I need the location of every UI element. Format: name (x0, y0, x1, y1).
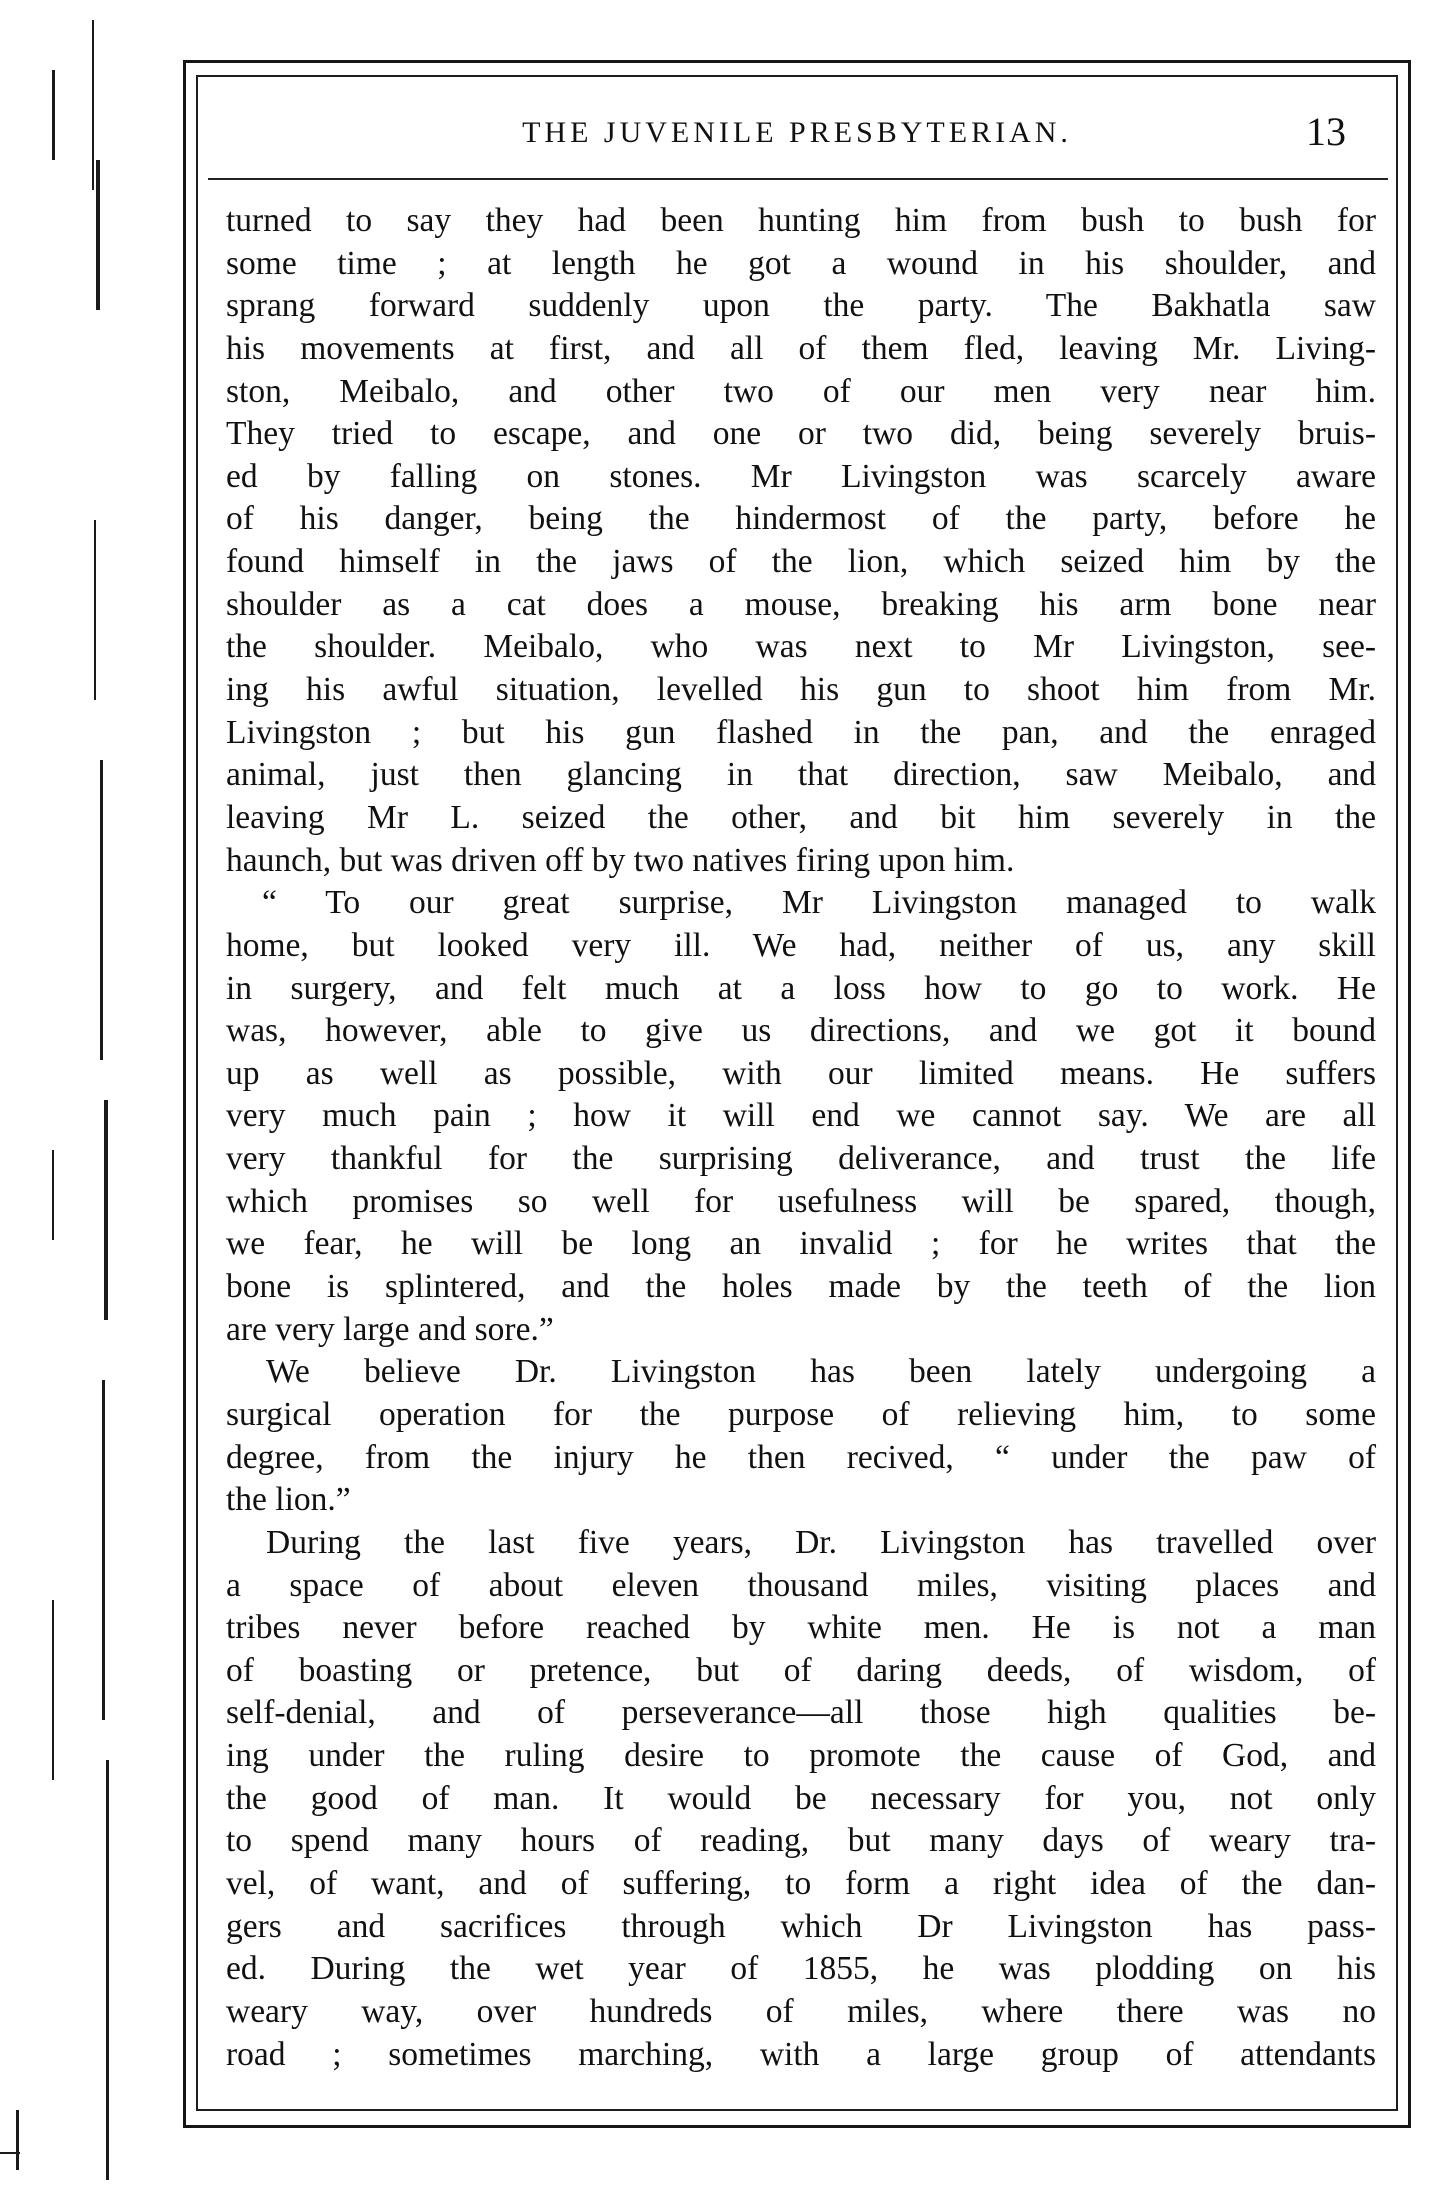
text-line: leaving Mr L. seized the other, and bit him severely in the (226, 798, 1376, 836)
text-line: ing his awful situation, levelled his gun to shoot him from Mr. (226, 671, 1376, 709)
text-line: weary way, over hundreds of miles, where there was no (226, 1992, 1376, 2030)
text-line: tribes never before reached by white men. He is not a man (226, 1609, 1376, 1647)
text-line: the good of man. It would be necessary for you, not only (226, 1779, 1376, 1817)
text-line: sprang forward suddenly upon the party. The Bakhatla saw (226, 287, 1376, 325)
text-line: ed. During the wet year of 1855, he was plodding on his (226, 1950, 1376, 1988)
text-line: self-denial, and of perseverance—all those high qualities be- (226, 1694, 1376, 1732)
margin-mark (92, 20, 94, 190)
body-text (226, 200, 1376, 2076)
head-rule (208, 178, 1388, 180)
text-line: which promises so well for usefulness will be spared, though, (226, 1182, 1376, 1220)
margin-mark (52, 70, 55, 160)
text-line: gers and sacrifices through which Dr Livingston has pass- (226, 1907, 1376, 1945)
text-line: of boasting or pretence, but of daring deeds, of wisdom, of (226, 1651, 1376, 1689)
text-line: degree, from the injury he then recived, “ under the paw of (226, 1438, 1376, 1476)
text-line: up as well as possible, with our limited means. He suffers (226, 1054, 1376, 1092)
text-line: surgical operation for the purpose of relieving him, to some (226, 1395, 1376, 1433)
margin-mark (106, 1760, 109, 2180)
text-line: very thankful for the surprising deliverance, and trust the life (226, 1140, 1376, 1178)
text-line: ing under the ruling desire to promote the cause of God, and (226, 1737, 1376, 1775)
page-number: 13 (1306, 109, 1346, 154)
margin-mark (52, 1150, 54, 1240)
text-line: turned to say they had been hunting him from bush to bush for (226, 202, 1376, 239)
text-line: shoulder as a cat does a mouse, breaking his arm bone near (226, 585, 1376, 623)
margin-mark (102, 1380, 105, 1720)
text-line: in surgery, and felt much at a loss how to go to work. He (226, 969, 1376, 1007)
text-line: animal, just then glancing in that direction, saw Meibalo, and (226, 756, 1376, 794)
text-line: ed by falling on stones. Mr Livingston was scarcely aware (226, 457, 1376, 495)
margin-mark (16, 2110, 19, 2170)
text-line: road ; sometimes marching, with a large group of attendants (226, 2035, 1376, 2073)
text-line: the shoulder. Meibalo, who was next to Mr Livingston, see- (226, 628, 1376, 666)
text-line: They tried to escape, and one or two did, being severely bruis- (226, 415, 1376, 453)
text-line: “ To our great surprise, Mr Livingston managed to walk (262, 884, 1376, 922)
text-line: very much pain ; how it will end we cannot say. We are all (226, 1097, 1376, 1135)
text-line: a space of about eleven thousand miles, visiting places and (226, 1566, 1376, 1604)
text-line: the lion.” (226, 1481, 351, 1519)
text-line: vel, of want, and of suffering, to form a right idea of the dan- (226, 1864, 1376, 1902)
text-line: ston, Meibalo, and other two of our men very near him. (226, 372, 1376, 410)
text-line: some time ; at length he got a wound in his shoulder, and (226, 244, 1376, 282)
text-line: to spend many hours of reading, but many days of weary tra- (226, 1822, 1376, 1860)
text-line: found himself in the jaws of the lion, which seized him by the (226, 543, 1376, 581)
margin-mark (100, 760, 103, 1060)
text-line: home, but looked very ill. We had, neither of us, any skill (226, 926, 1376, 964)
text-line: are very large and sore.” (226, 1310, 554, 1348)
text-line: his movements at first, and all of them fled, leaving Mr. Living- (226, 329, 1376, 367)
running-head (196, 108, 1398, 168)
running-title: THE JUVENILE PRESBYTERIAN. (522, 116, 1072, 149)
margin-mark (96, 160, 100, 310)
text-line: bone is splintered, and the holes made by the teeth of the lion (226, 1268, 1376, 1306)
text-line: haunch, but was driven off by two natives firing upon him. (226, 841, 1015, 879)
margin-mark (104, 1100, 108, 1320)
margin-mark (94, 520, 96, 700)
margin-mark (0, 2152, 20, 2154)
text-line: During the last five years, Dr. Livingston has travelled over (266, 1523, 1376, 1561)
margin-mark (52, 1600, 54, 1780)
text-line: we fear, he will be long an invalid ; for he writes that the (226, 1225, 1376, 1263)
text-line: We believe Dr. Livingston has been lately undergoing a (266, 1353, 1376, 1391)
text-line: Livingston ; but his gun flashed in the pan, and the enraged (226, 713, 1376, 751)
text-line: of his danger, being the hindermost of the party, before he (226, 500, 1376, 538)
text-line: was, however, able to give us directions, and we got it bound (226, 1012, 1376, 1050)
